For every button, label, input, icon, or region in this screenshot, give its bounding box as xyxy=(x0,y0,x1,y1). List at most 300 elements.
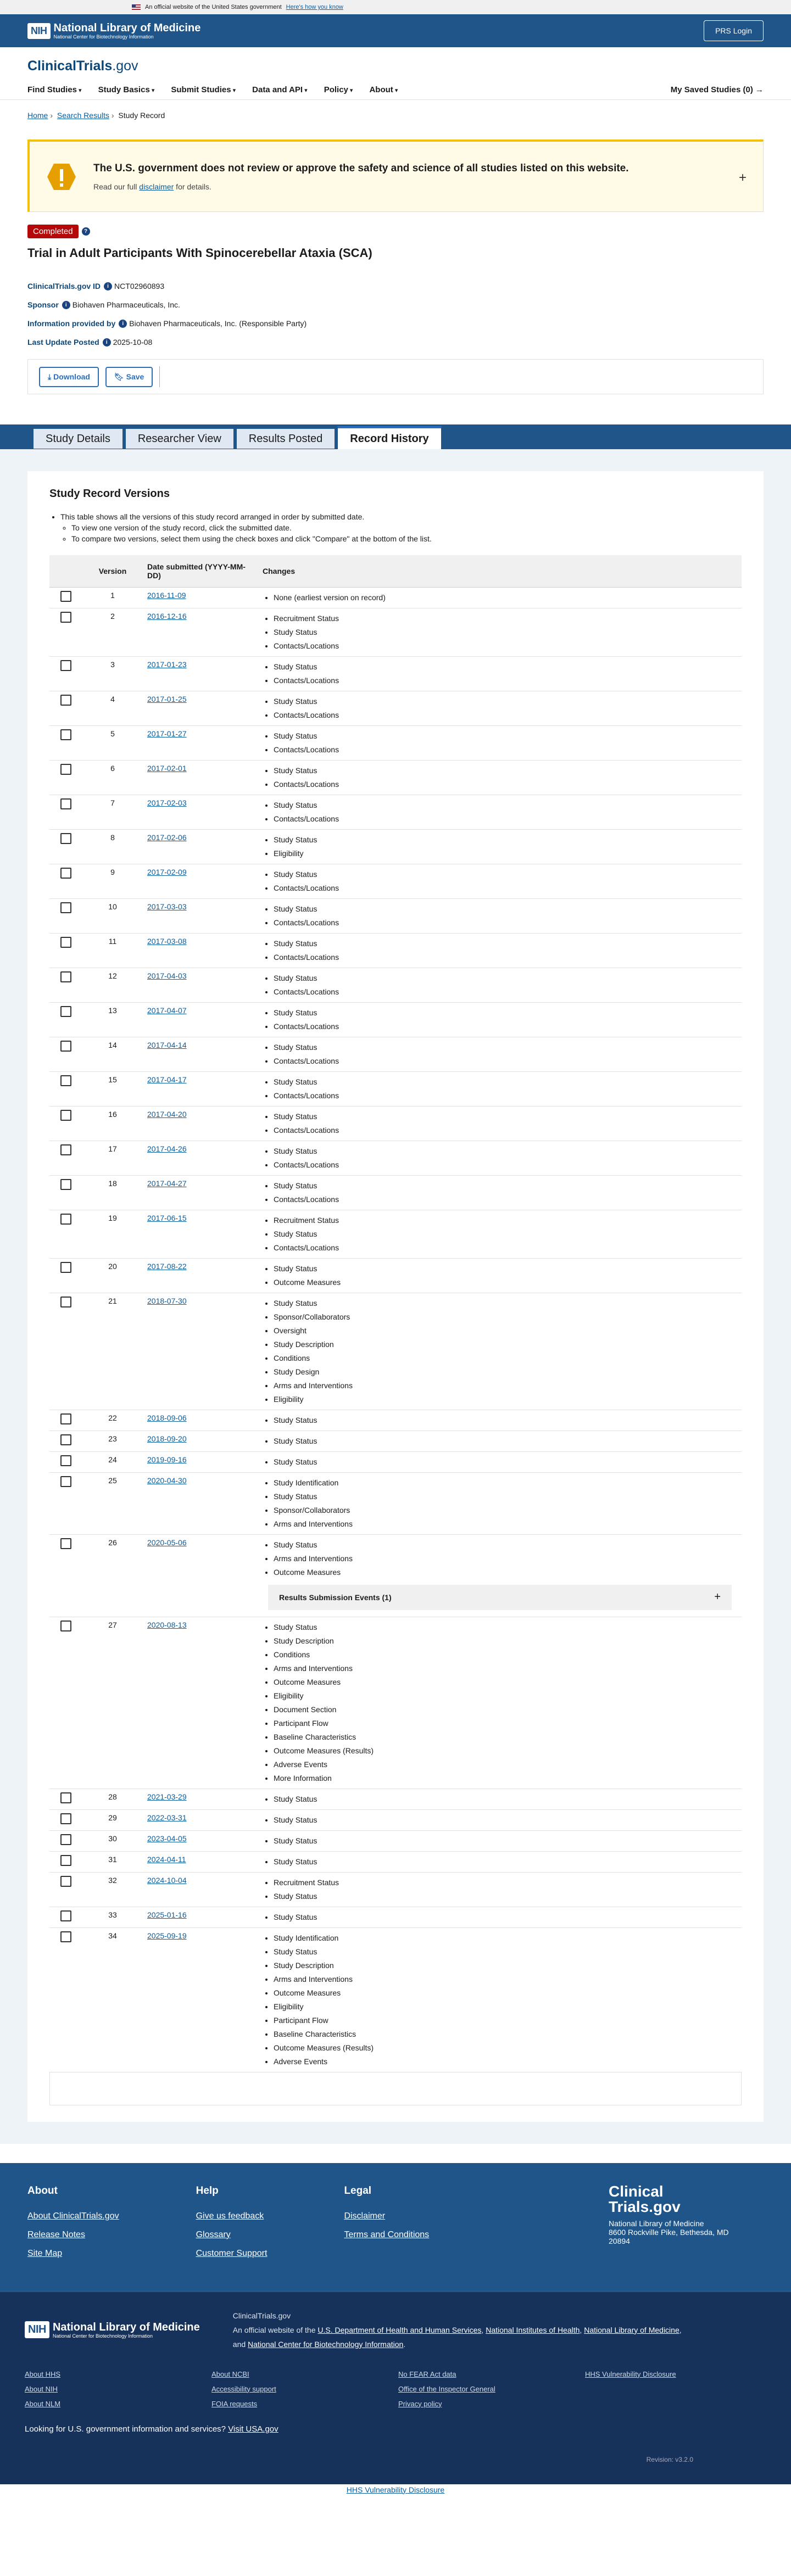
change-item: • Study Status xyxy=(274,1006,737,1020)
version-date-link[interactable]: 2020-05-06 xyxy=(147,1538,187,1547)
change-item: • Study Status xyxy=(274,625,737,639)
change-item: • Outcome Measures (Results) xyxy=(274,2041,737,2055)
version-date-link[interactable]: 2018-09-06 xyxy=(147,1413,187,1422)
table-row xyxy=(49,1106,742,1141)
table-row xyxy=(49,691,742,725)
change-item: • Arms and Interventions xyxy=(274,1552,737,1566)
change-item: • Study Status xyxy=(274,1455,737,1469)
compare-checkbox[interactable] xyxy=(60,902,71,913)
actions-bar xyxy=(27,359,764,394)
version-date-link[interactable]: 2017-04-07 xyxy=(147,1005,187,1015)
change-item: • Arms and Interventions xyxy=(274,1517,737,1531)
version-date-link[interactable]: 2022-03-31 xyxy=(147,1813,187,1822)
info-icon[interactable]: i xyxy=(104,282,112,290)
compare-checkbox[interactable] xyxy=(60,971,71,982)
version-date-link[interactable]: 2020-04-30 xyxy=(147,1476,187,1485)
ct-header xyxy=(0,47,791,100)
footer-nlm-logo[interactable] xyxy=(25,2309,200,2351)
footer-link[interactable]: Disclaimer xyxy=(344,2211,386,2221)
version-date-link[interactable]: 2017-02-06 xyxy=(147,832,187,842)
tab-study-details[interactable]: Study Details xyxy=(33,428,123,449)
expand-plus-icon[interactable]: + xyxy=(738,170,747,185)
change-item: • Study Status xyxy=(274,1144,737,1158)
compare-checkbox[interactable] xyxy=(60,1855,71,1866)
table-row xyxy=(49,608,742,656)
change-item: • Conditions xyxy=(274,1648,737,1662)
change-item: • Arms and Interventions xyxy=(274,1379,737,1393)
version-date-link[interactable]: 2016-12-16 xyxy=(147,611,187,621)
version-date-link[interactable]: 2025-09-19 xyxy=(147,1931,187,1940)
footer-link[interactable]: Release Notes xyxy=(27,2229,85,2239)
change-item: • Contacts/Locations xyxy=(274,951,737,964)
versions-description xyxy=(60,511,742,544)
breadcrumb: Home › Search Results › Study Record xyxy=(27,111,165,120)
version-date-link[interactable]: 2024-04-11 xyxy=(147,1854,186,1864)
compare-checkbox[interactable] xyxy=(60,798,71,809)
version-number: 18 xyxy=(82,1175,143,1210)
download-button[interactable]: ⤓ Download xyxy=(39,367,99,387)
change-item: • Study Status xyxy=(274,1075,737,1089)
change-item: • Oversight xyxy=(274,1324,737,1338)
change-item: • Study Description xyxy=(274,1338,737,1351)
gov-banner xyxy=(0,0,791,14)
version-date-link[interactable]: 2017-04-17 xyxy=(147,1075,187,1084)
version-date-link[interactable]: 2020-08-13 xyxy=(147,1620,187,1629)
compare-checkbox[interactable] xyxy=(60,1538,71,1549)
change-item: • Study Status xyxy=(274,1890,737,1903)
table-row xyxy=(49,1451,742,1472)
change-item: • Participant Flow xyxy=(274,1717,737,1730)
version-date-link[interactable]: 2016-11-09 xyxy=(147,590,186,600)
results-events-label: Results Submission Events (1) xyxy=(279,1592,392,1602)
change-item: • Study Description xyxy=(274,1959,737,1972)
change-item: • Recruitment Status xyxy=(274,1876,737,1890)
version-date-link[interactable]: 2017-06-15 xyxy=(147,1213,187,1222)
last-update-label: Last Update Posted xyxy=(27,338,99,347)
version-date-link[interactable]: 2017-03-03 xyxy=(147,902,187,911)
compare-checkbox[interactable] xyxy=(60,1834,71,1845)
versions-card xyxy=(27,471,764,2122)
table-row xyxy=(49,933,742,968)
change-item: • Study Status xyxy=(274,798,737,812)
change-item: • Study Status xyxy=(274,729,737,743)
version-date-link[interactable]: 2018-07-30 xyxy=(147,1296,187,1305)
table-row xyxy=(49,1907,742,1927)
status-badge: Completed xyxy=(27,225,79,238)
version-date-link[interactable]: 2017-04-26 xyxy=(147,1144,187,1153)
change-item: • Study Status xyxy=(274,1945,737,1959)
table-row xyxy=(49,1210,742,1258)
table-row xyxy=(49,1472,742,1534)
table-row xyxy=(49,1141,742,1175)
site-name: ClinicalTrials.gov xyxy=(232,2311,291,2320)
footer-link[interactable]: Customer Support xyxy=(196,2248,268,2258)
change-item: • Study Status xyxy=(274,1227,737,1241)
change-item: • Study Status xyxy=(274,1621,737,1634)
agency-link[interactable]: HHS Vulnerability Disclosure xyxy=(585,2370,676,2378)
version-number: 32 xyxy=(82,1872,143,1907)
change-item: • Study Status xyxy=(274,660,737,674)
footer-brand xyxy=(609,2184,729,2245)
compare-checkbox[interactable] xyxy=(60,1179,71,1190)
versions-heading: Study Record Versions xyxy=(49,488,170,500)
version-number: 5 xyxy=(82,725,143,760)
table-row xyxy=(49,1872,742,1907)
table-row xyxy=(49,1431,742,1451)
compare-checkbox[interactable] xyxy=(60,1813,71,1824)
change-item: • Study Identification xyxy=(274,1931,737,1945)
compare-checkbox[interactable] xyxy=(60,591,71,602)
official-site-text: ClinicalTrials.gov An official website of the U.S. Department of Health and Human Services, National Institutes of Health, National Library of Medicine, and National Center for Biotechnology Information. xyxy=(233,2309,682,2351)
version-number: 14 xyxy=(82,1037,143,1071)
info-icon[interactable]: i xyxy=(62,301,70,309)
version-number: 2 xyxy=(82,608,143,656)
footer-link[interactable]: Site Map xyxy=(27,2248,63,2258)
table-row xyxy=(49,1037,742,1071)
breadcrumb-home[interactable]: Home xyxy=(27,111,48,120)
table-row xyxy=(49,1809,742,1830)
version-number: 22 xyxy=(82,1410,143,1431)
change-item: • Contacts/Locations xyxy=(274,1241,737,1255)
info-icon[interactable]: i xyxy=(119,320,127,328)
prs-login-button[interactable]: PRS Login xyxy=(704,20,764,41)
version-date-link[interactable]: 2017-01-25 xyxy=(147,694,187,703)
nav-item-data-and-api[interactable]: Data and API ▾ xyxy=(252,85,308,94)
compare-checkbox[interactable] xyxy=(60,1910,71,1921)
table-row xyxy=(49,1258,742,1293)
sponsor-value: Biohaven Pharmaceuticals, Inc. xyxy=(72,300,180,309)
results-submission-events[interactable] xyxy=(268,1585,732,1610)
table-footer xyxy=(49,2072,742,2105)
agency-link xyxy=(585,2400,772,2408)
agency-link[interactable]: Office of the Inspector General xyxy=(398,2384,495,2393)
desc-item: • This table shows all the versions of this study record arranged in order by submitted date. xyxy=(60,511,742,522)
nav-item-policy[interactable]: Policy ▾ xyxy=(324,85,353,94)
change-item: • Study Status xyxy=(274,1813,737,1827)
compare-checkbox[interactable] xyxy=(60,695,71,706)
sponsor-label: Sponsor xyxy=(27,300,59,309)
version-number: 29 xyxy=(82,1809,143,1830)
agency-link[interactable]: Privacy policy xyxy=(398,2399,442,2408)
version-date-link[interactable]: 2017-02-09 xyxy=(147,867,187,876)
compare-checkbox[interactable] xyxy=(60,833,71,844)
compare-checkbox[interactable] xyxy=(60,1621,71,1631)
version-date-link[interactable]: 2017-02-01 xyxy=(147,763,187,773)
change-item: • Study Status xyxy=(274,868,737,881)
compare-checkbox[interactable] xyxy=(60,729,71,740)
change-item: • Study Status xyxy=(274,1792,737,1806)
agency-links xyxy=(25,2370,766,2408)
change-item: • Contacts/Locations xyxy=(274,674,737,688)
change-item: • Study Status xyxy=(274,1262,737,1276)
heres-how-link[interactable]: Here's how you know xyxy=(286,4,343,10)
study-title: Trial in Adult Participants With Spinocerebellar Ataxia (SCA) xyxy=(27,246,372,260)
compare-checkbox[interactable] xyxy=(60,1792,71,1803)
nav-item-find-studies[interactable]: Find Studies ▾ xyxy=(27,85,82,94)
change-item: • Study Status xyxy=(274,1855,737,1869)
expand-plus-icon: + xyxy=(714,1591,721,1603)
gov-banner-text: An official website of the United States government xyxy=(145,4,282,10)
change-item: • Outcome Measures (Results) xyxy=(274,1744,737,1758)
compare-checkbox[interactable] xyxy=(60,1075,71,1086)
compare-checkbox[interactable] xyxy=(60,1297,71,1307)
footer-legal-heading: Legal xyxy=(344,2184,372,2197)
tab-researcher-view[interactable]: Researcher View xyxy=(125,428,234,449)
compare-checkbox[interactable] xyxy=(60,1144,71,1155)
version-date-link[interactable]: 2017-01-23 xyxy=(147,660,187,669)
table-row xyxy=(49,656,742,691)
table-row xyxy=(49,760,742,795)
change-item: • Contacts/Locations xyxy=(274,1124,737,1137)
info-icon[interactable]: i xyxy=(103,338,111,347)
table-row xyxy=(49,795,742,829)
compare-checkbox[interactable] xyxy=(60,937,71,948)
hhs-link[interactable]: U.S. Department of Health and Human Services xyxy=(317,2325,482,2334)
ncbi-name: National Center for Biotechnology Information xyxy=(52,2333,153,2339)
change-item: • Contacts/Locations xyxy=(274,1054,737,1068)
table-row xyxy=(49,1293,742,1410)
version-number: 1 xyxy=(82,587,143,608)
version-number: 28 xyxy=(82,1789,143,1809)
desc-item: ◦ To compare two versions, select them using the check boxes and click "Compare" at the bottom of the list. xyxy=(71,533,742,544)
disclaimer-heading: The U.S. government does not review or approve the safety and science of all studies listed on this website. xyxy=(93,162,629,174)
col-version: Version xyxy=(82,555,143,587)
breadcrumb-current: Study Record xyxy=(118,111,165,120)
version-date-link[interactable]: 2017-04-20 xyxy=(147,1109,187,1119)
nlm-link[interactable]: National Library of Medicine xyxy=(584,2325,679,2334)
agency-link[interactable]: About HHS xyxy=(25,2370,61,2378)
status-row xyxy=(27,224,764,238)
agency-link[interactable]: About NLM xyxy=(25,2399,61,2408)
footer-ct-logo[interactable]: Clinical Trials.gov xyxy=(609,2182,681,2215)
version-date-link[interactable]: 2025-01-16 xyxy=(147,1910,187,1919)
compare-checkbox[interactable] xyxy=(60,1931,71,1942)
footer-link[interactable]: Terms and Conditions xyxy=(344,2229,430,2239)
nlm-name: National Library of Medicine xyxy=(52,2321,200,2333)
study-tabs xyxy=(0,424,791,449)
version-date-link[interactable]: 2017-02-03 xyxy=(147,798,187,807)
agency-link[interactable]: FOIA requests xyxy=(211,2399,258,2408)
change-item: • Recruitment Status xyxy=(274,1214,737,1227)
col-select xyxy=(49,555,82,587)
revision-label: Revision: v3.2.0 xyxy=(646,2455,693,2463)
footer-link[interactable]: About ClinicalTrials.gov xyxy=(27,2211,119,2221)
compare-checkbox[interactable] xyxy=(60,764,71,775)
version-number: 33 xyxy=(82,1907,143,1927)
ct-logo-gov: .gov xyxy=(112,58,138,74)
table-row xyxy=(49,864,742,898)
version-number: 3 xyxy=(82,656,143,691)
change-item: • Contacts/Locations xyxy=(274,985,737,999)
nlm-name: National Library of Medicine xyxy=(53,22,201,34)
tab-record-history[interactable]: Record History xyxy=(337,426,441,449)
nav-item-about[interactable]: About ▾ xyxy=(369,85,398,94)
version-date-link[interactable]: 2017-04-14 xyxy=(147,1040,187,1049)
change-item: • Contacts/Locations xyxy=(274,708,737,722)
ncbi-name: National Center for Biotechnology Information xyxy=(53,34,154,40)
desc-item: ◦ To view one version of the study record, click the submitted date. xyxy=(71,522,742,533)
table-row xyxy=(49,829,742,864)
address-line: 8600 Rockville Pike, Bethesda, MD xyxy=(609,2227,729,2237)
version-number: 12 xyxy=(82,968,143,1002)
footer-about-heading: About xyxy=(27,2184,58,2197)
change-item: • Study Status xyxy=(274,1110,737,1124)
change-item: • Eligibility xyxy=(274,2000,737,2014)
change-item: • Contacts/Locations xyxy=(274,1158,737,1172)
version-number: 15 xyxy=(82,1071,143,1106)
version-number: 11 xyxy=(82,933,143,968)
version-date-link[interactable]: 2021-03-29 xyxy=(147,1792,187,1801)
change-item: • Study Status xyxy=(274,1538,737,1552)
compare-checkbox[interactable] xyxy=(60,660,71,671)
versions-table xyxy=(49,555,742,2072)
ct-logo-main: ClinicalTrials xyxy=(27,58,113,74)
change-item: • Contacts/Locations xyxy=(274,1020,737,1033)
footer-link[interactable]: Give us feedback xyxy=(196,2211,264,2221)
col-date: Date submitted (YYYY-MM-DD) xyxy=(143,555,258,587)
info-provided-label: Information provided by xyxy=(27,319,116,328)
change-item: • Contacts/Locations xyxy=(274,881,737,895)
change-item: • Study Status xyxy=(274,764,737,778)
agency-link[interactable]: Accessibility support xyxy=(211,2384,276,2393)
download-icon: ⤓ xyxy=(48,372,54,381)
change-item: • Outcome Measures xyxy=(274,1566,737,1579)
change-item: • Study Status xyxy=(274,902,737,916)
save-button[interactable]: 🔖︎ Save xyxy=(105,367,153,387)
change-item: • Adverse Events xyxy=(274,1758,737,1772)
compare-checkbox[interactable] xyxy=(60,1434,71,1445)
version-number: 25 xyxy=(82,1472,143,1534)
usa-gov-link[interactable]: Visit USA.gov xyxy=(228,2424,278,2434)
address-line: National Library of Medicine xyxy=(609,2219,704,2228)
table-row xyxy=(49,1175,742,1210)
change-item: • Contacts/Locations xyxy=(274,916,737,930)
compare-checkbox[interactable] xyxy=(60,1262,71,1273)
compare-checkbox[interactable] xyxy=(60,1455,71,1466)
agency-link[interactable]: About NIH xyxy=(25,2384,58,2393)
change-item: • Study Description xyxy=(274,1634,737,1648)
compare-checkbox[interactable] xyxy=(60,868,71,879)
version-date-link[interactable]: 2018-09-20 xyxy=(147,1434,187,1443)
nih-link[interactable]: National Institutes of Health xyxy=(486,2325,580,2334)
nih-logo-icon: NIH xyxy=(25,2321,49,2338)
version-number: 6 xyxy=(82,760,143,795)
compare-checkbox[interactable] xyxy=(60,1476,71,1487)
version-number: 23 xyxy=(82,1431,143,1451)
compare-checkbox[interactable] xyxy=(60,1413,71,1424)
disclaimer-link[interactable]: disclaimer xyxy=(139,182,174,191)
version-date-link[interactable]: 2017-03-08 xyxy=(147,936,187,946)
table-row xyxy=(49,1071,742,1106)
nih-logo-icon: NIH xyxy=(27,23,51,39)
version-number: 10 xyxy=(82,898,143,933)
change-item: • Study Status xyxy=(274,1834,737,1848)
change-item: • Study Status xyxy=(274,1434,737,1448)
version-date-link[interactable]: 2023-04-05 xyxy=(147,1834,187,1843)
change-item: • Contacts/Locations xyxy=(274,743,737,757)
change-item: • Study Status xyxy=(274,937,737,951)
info-provided-value: Biohaven Pharmaceuticals, Inc. (Responsible Party) xyxy=(129,319,307,328)
change-item: • Baseline Characteristics xyxy=(274,1730,737,1744)
breadcrumb-search-results[interactable]: Search Results xyxy=(57,111,109,120)
version-number: 27 xyxy=(82,1617,143,1789)
id-label: ClinicalTrials.gov ID xyxy=(27,282,101,290)
change-item: • Contacts/Locations xyxy=(274,639,737,653)
change-item: • Study Status xyxy=(274,1041,737,1054)
change-item: • Study Status xyxy=(274,695,737,708)
agency-link[interactable]: No FEAR Act data xyxy=(398,2370,456,2378)
saved-studies-link[interactable]: My Saved Studies (0) → xyxy=(670,85,764,94)
change-item: • Study Status xyxy=(274,1413,737,1427)
version-date-link[interactable]: 2017-01-27 xyxy=(147,729,187,738)
version-number: 8 xyxy=(82,829,143,864)
table-row xyxy=(49,1534,742,1617)
version-number: 20 xyxy=(82,1258,143,1293)
version-date-link[interactable]: 2019-09-16 xyxy=(147,1455,187,1464)
compare-checkbox[interactable] xyxy=(60,1214,71,1225)
compare-checkbox[interactable] xyxy=(60,1876,71,1887)
us-flag-icon xyxy=(132,4,141,10)
nav-item-submit-studies[interactable]: Submit Studies ▾ xyxy=(171,85,236,94)
compare-checkbox[interactable] xyxy=(60,612,71,623)
compare-checkbox[interactable] xyxy=(60,1110,71,1121)
change-item: • Study Status xyxy=(274,1910,737,1924)
table-row xyxy=(49,968,742,1002)
nav-item-study-basics[interactable]: Study Basics ▾ xyxy=(98,85,155,94)
version-date-link[interactable]: 2017-08-22 xyxy=(147,1261,187,1271)
col-changes: Changes xyxy=(258,555,742,587)
change-item: • Contacts/Locations xyxy=(274,1089,737,1103)
ncbi-link[interactable]: National Center for Biotechnology Information xyxy=(248,2339,404,2349)
change-item: • None (earliest version on record) xyxy=(274,591,737,605)
table-row xyxy=(49,1830,742,1851)
nlm-logo[interactable] xyxy=(27,22,200,40)
change-item: • Outcome Measures xyxy=(274,1276,737,1289)
change-item: • Sponsor/Collaborators xyxy=(274,1504,737,1517)
compare-checkbox[interactable] xyxy=(60,1006,71,1017)
version-number: 13 xyxy=(82,1002,143,1037)
change-item: • Arms and Interventions xyxy=(274,1662,737,1675)
table-row xyxy=(49,587,742,608)
change-item: • Study Status xyxy=(274,1490,737,1504)
last-update-value: 2025-10-08 xyxy=(113,338,153,347)
agency-link[interactable]: About NCBI xyxy=(211,2370,249,2378)
info-icon[interactable]: ? xyxy=(82,227,90,236)
change-item: • Adverse Events xyxy=(274,2055,737,2069)
change-item: • Baseline Characteristics xyxy=(274,2027,737,2041)
change-item: • Sponsor/Collaborators xyxy=(274,1310,737,1324)
version-date-link[interactable]: 2017-04-27 xyxy=(147,1178,187,1188)
version-date-link[interactable]: 2017-04-03 xyxy=(147,971,187,980)
change-item: • Participant Flow xyxy=(274,2014,737,2027)
footer-link[interactable]: Glossary xyxy=(196,2229,231,2239)
version-number: 7 xyxy=(82,795,143,829)
usa-gov-line: Looking for U.S. government information and services? Visit USA.gov xyxy=(25,2424,278,2434)
ct-logo[interactable] xyxy=(27,58,764,74)
change-item: • Eligibility xyxy=(274,1393,737,1406)
table-row xyxy=(49,1927,742,2072)
tab-results-posted[interactable]: Results Posted xyxy=(236,428,336,449)
version-date-link[interactable]: 2024-10-04 xyxy=(147,1875,187,1885)
hhs-vulnerability-link[interactable]: HHS Vulnerability Disclosure xyxy=(346,2485,445,2494)
change-item: • Conditions xyxy=(274,1351,737,1365)
compare-checkbox[interactable] xyxy=(60,1041,71,1052)
site-footer xyxy=(0,2163,791,2292)
record-history-section xyxy=(0,449,791,2144)
change-item: • Contacts/Locations xyxy=(274,812,737,826)
nlm-header xyxy=(0,14,791,47)
change-item: • Study Identification xyxy=(274,1476,737,1490)
